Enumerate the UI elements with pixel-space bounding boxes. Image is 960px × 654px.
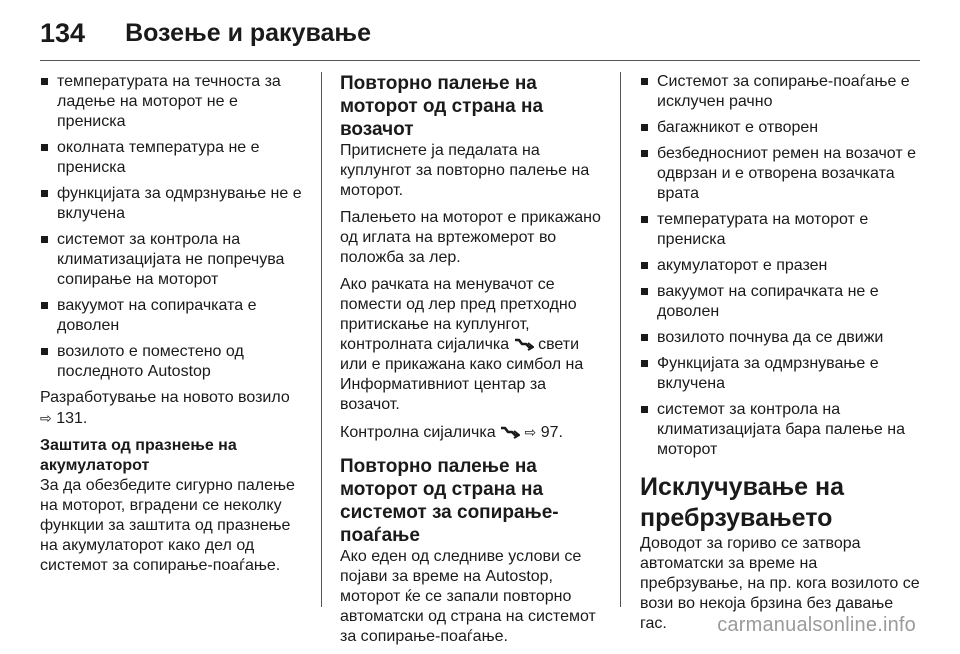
bullet-icon: [641, 406, 648, 413]
bullet-icon: [641, 216, 648, 223]
bullet-icon: [41, 236, 48, 243]
list-item: возилото е поместено од последното Autostop: [40, 342, 306, 382]
column-2: [340, 72, 610, 654]
list-item: вакуумот на сопирачката не е доволен: [640, 282, 920, 322]
column-3: [640, 72, 920, 641]
bullet-icon: [41, 302, 48, 309]
autostop-lamp-icon: [514, 337, 534, 351]
bullet-icon: [641, 124, 648, 131]
list-item: системот за контрола на климатизацијата не попречува сопирање на моторот: [40, 230, 306, 290]
bullet-icon: [41, 144, 48, 151]
system-restart-heading: Повторно палење на моторот од страна на системот за сопирање-поаѓање: [340, 456, 559, 546]
list-item: безбедносниот ремен на возачот е одврзан и е отворена возачката врата: [640, 144, 920, 204]
bullet-icon: [641, 262, 648, 269]
watermark: carmanualsonline.info: [717, 614, 916, 636]
list-item: температурата на моторот е прениска: [640, 210, 920, 250]
bullet-icon: [641, 334, 648, 341]
condition-list: [40, 72, 306, 382]
column-1: [40, 72, 306, 583]
bullet-icon: [641, 150, 648, 157]
bullet-icon: [41, 78, 48, 85]
bullet-icon: [641, 288, 648, 295]
page-ref-arrow-icon: ⇨: [524, 424, 537, 440]
column-divider-2: [620, 72, 621, 607]
list-item: вакуумот на сопирачката е доволен: [40, 296, 306, 336]
list-item: багажникот е отворен: [640, 118, 920, 138]
paragraph: Контролна сијаличка ⇨ 97.: [340, 424, 563, 441]
driver-restart-heading: Повторно палење на моторот од страна на возачот: [340, 73, 544, 140]
list-item: акумулаторот е празен: [640, 256, 920, 276]
paragraph: Палењето на моторот е прикажано од иглата на вртежомерот во положба за лер.: [340, 209, 601, 266]
column-divider-1: [321, 72, 322, 607]
list-item: Функцијата за одмрзнување е вклучена: [640, 354, 920, 394]
page-number: 134: [40, 17, 86, 48]
paragraph: Притиснете ја педалата на куплунгот за повторно палење на моторот.: [340, 142, 590, 199]
paragraph: Доводот за гориво се затвора автоматски за време на пребрзување, на пр. кога возилото се вози во некоја брзина без давање гас.: [640, 535, 920, 632]
list-item: околната температура не е прениска: [40, 138, 306, 178]
bullet-icon: [41, 190, 48, 197]
list-item: Системот за сопирање-поаѓање е исклучен рачно: [640, 72, 920, 112]
list-item: возилото почнува да се движи: [640, 328, 920, 348]
list-item: температурата на течноста за ладење на моторот не е прениска: [40, 72, 306, 132]
paragraph: Ако рачката на менувачот се помести од лер пред претходно притискање на куплунгот, контролната сијаличка свети или е прикажана како симбол на Информативниот центар за возачот.: [340, 276, 584, 413]
running-in-paragraph: Разработување на новото возило ⇨ 131.: [40, 389, 290, 427]
bullet-icon: [641, 360, 648, 367]
page-ref-arrow-icon: ⇨: [40, 410, 52, 426]
battery-protection-paragraph: За да обезбедите сигурно палење на моторот, вградени се неколку функции за заштита од празнење на акумулаторот како дел од системот за сопирање-поаѓање.: [40, 477, 295, 574]
page-ref-link[interactable]: 131.: [56, 410, 88, 427]
autostop-lamp-icon: [500, 425, 520, 439]
list-item: системот за контрола на климатизацијата бара палење на моторот: [640, 400, 920, 460]
page-header: [40, 10, 920, 56]
list-item: функцијата за одмрзнување не е вклучена: [40, 184, 306, 224]
bullet-icon: [41, 348, 48, 355]
overrun-cutoff-heading: Исклучување на пребрзувањето: [640, 473, 845, 532]
restart-condition-list: [640, 72, 920, 460]
battery-protection-heading: Заштита од празнење на акумулаторот: [40, 437, 237, 474]
bullet-icon: [641, 78, 648, 85]
header-rule: [40, 60, 920, 61]
page-title: Возење и ракување: [125, 18, 371, 47]
paragraph: Ако еден од следниве услови се појави за време на Autostop, моторот ќе се запали повторно автоматски од страна на системот за сопирање-поаѓање.: [340, 548, 596, 645]
page-ref-link[interactable]: 97.: [540, 424, 563, 441]
